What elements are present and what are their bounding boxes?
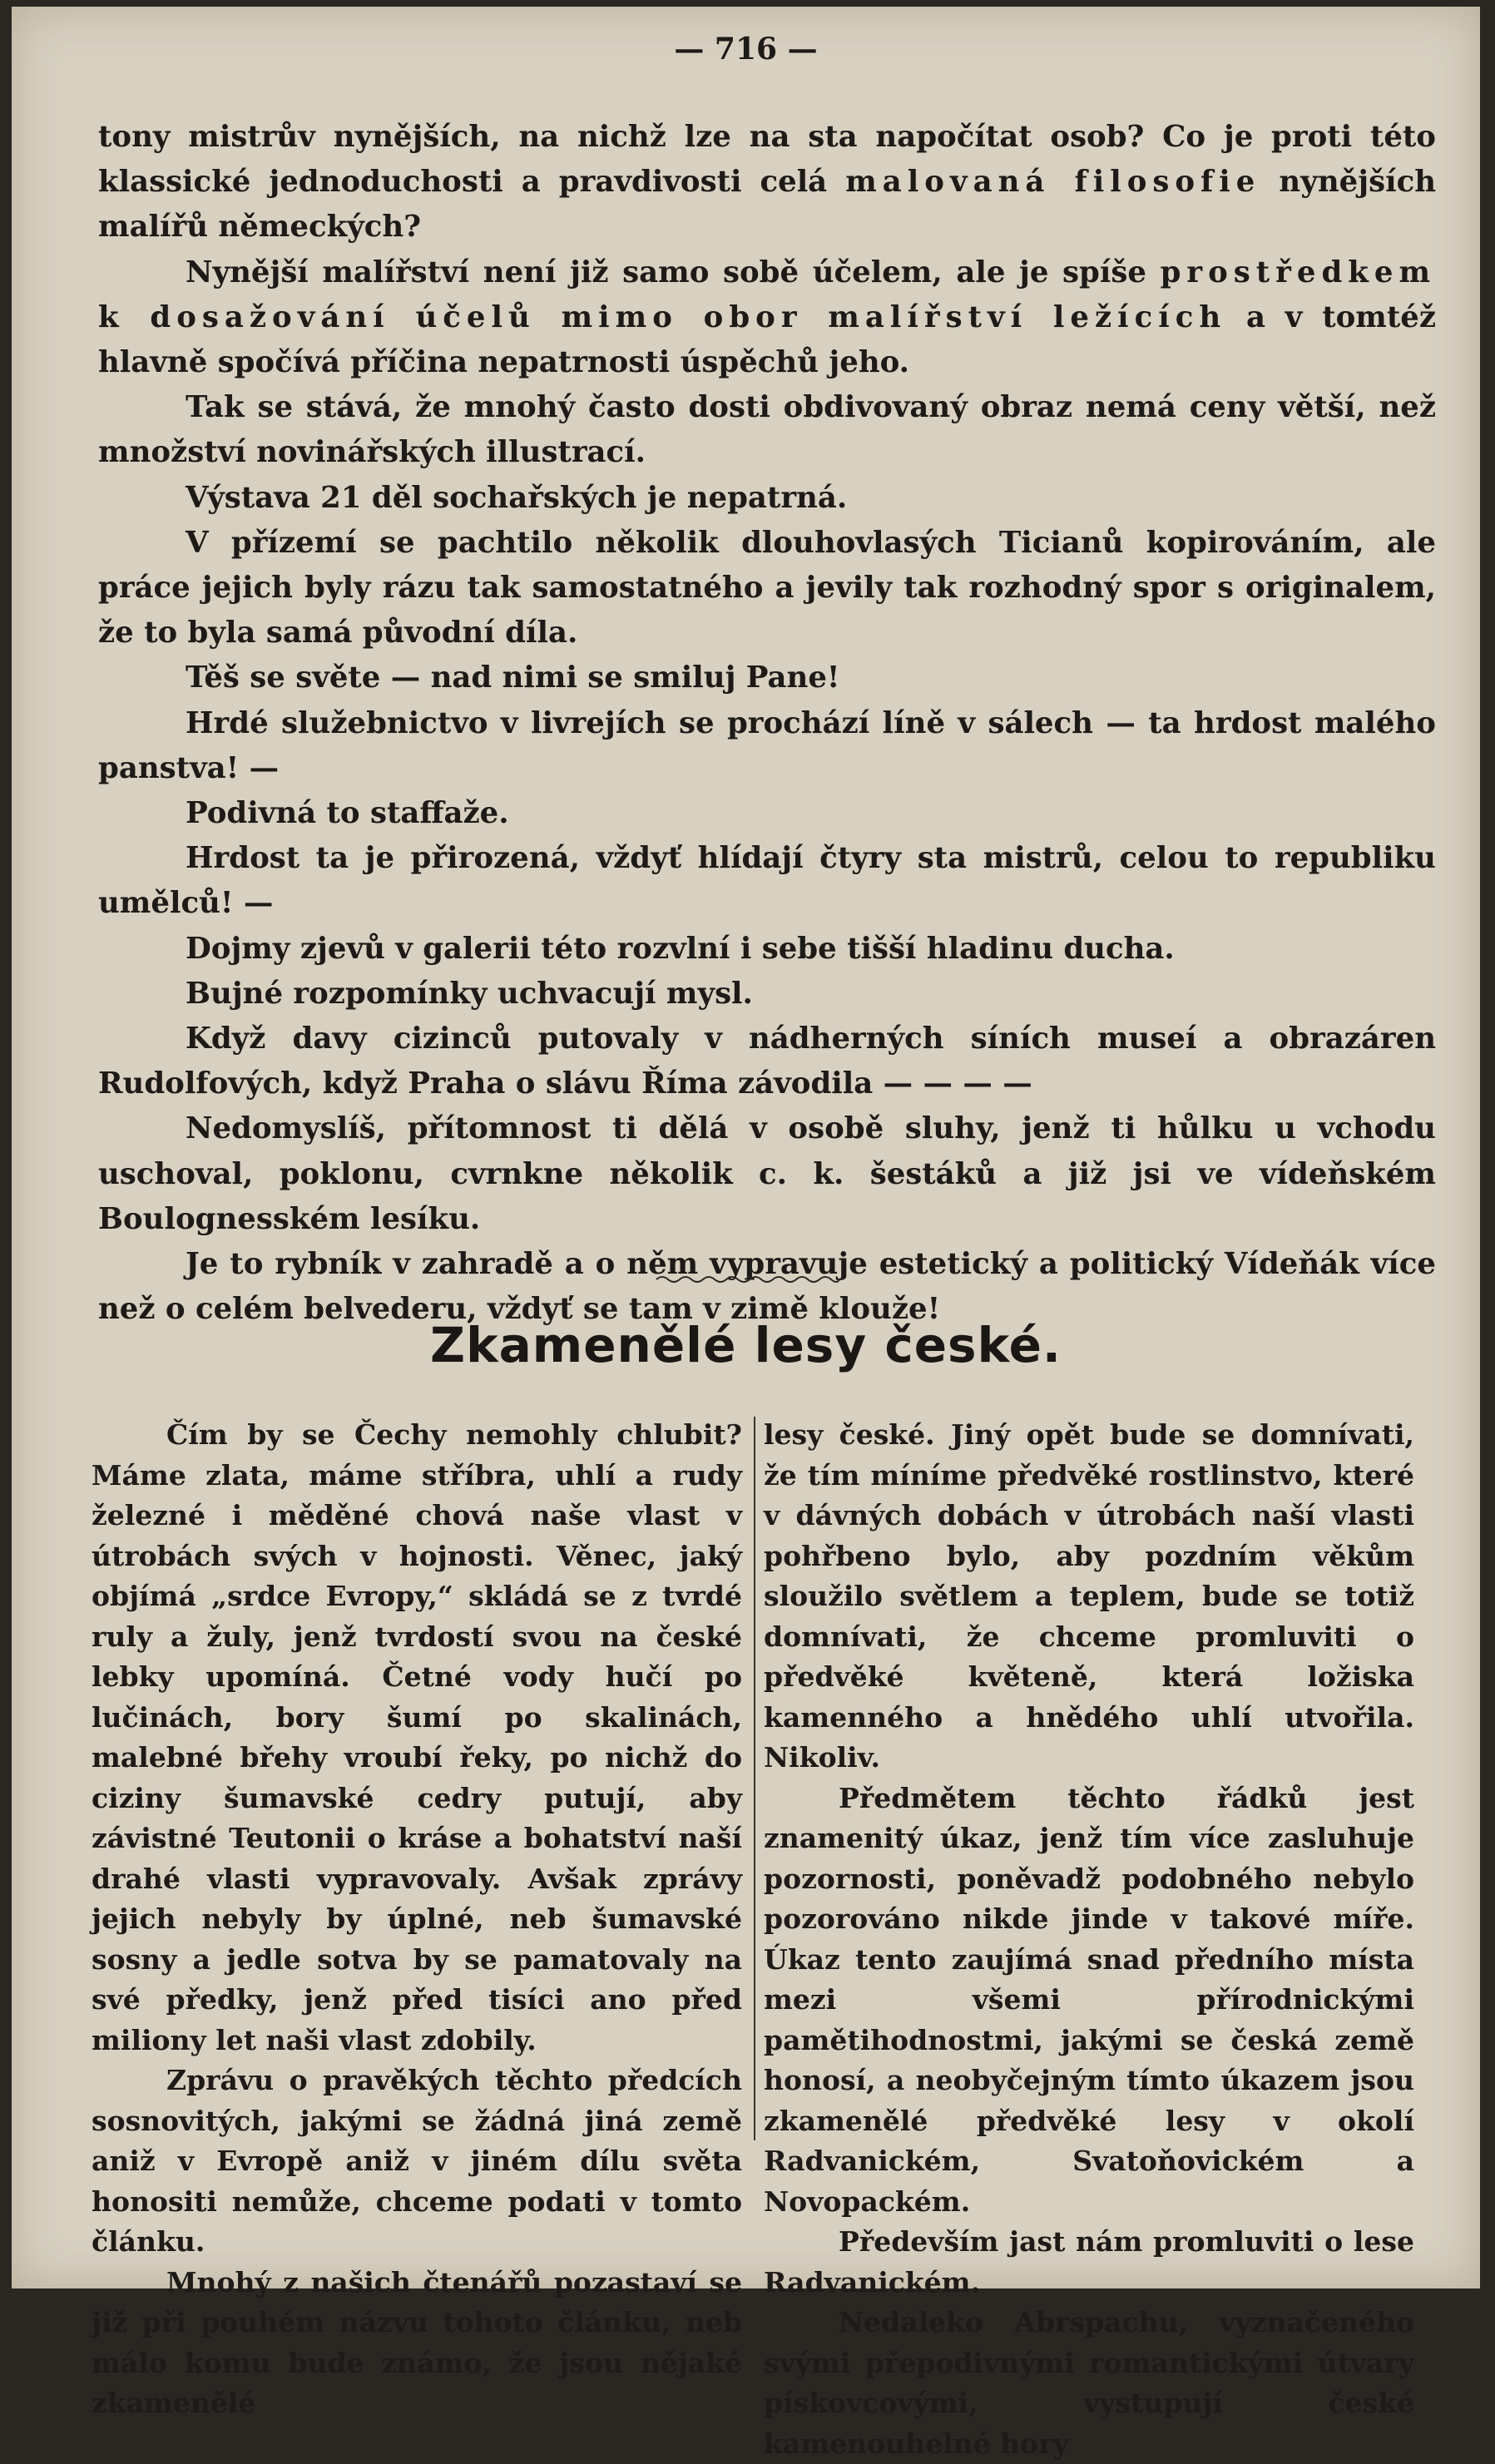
column-rule	[754, 1417, 755, 2140]
paragraph: lesy české. Jiný opět bude se domnívati, že tím míníme předvěké rostlinstvo, které v dávných dobách v útrobách naší vlasti pohřbeno bylo, aby pozdním věkům sloužilo světlem a teplem, bude se totiž domnívati, že chceme promluviti o předvěké květeně, která ložiska kamenného a hnědého uhlí utvořila. Nikoliv.	[764, 1418, 1414, 1774]
paragraph: Tak se stává, že mnohý často dosti obdivovaný obraz nemá ceny větší, než množství novinářských illustrací.	[98, 390, 1436, 470]
paragraph: Nedomyslíš, přítomnost ti dělá v osobě sluhy, jenž ti hůlku u vchodu uschoval, poklonu, cvrnkne několik c. k. šestáků a již jsi ve vídeňském Boulognesském lesíku.	[98, 1111, 1436, 1236]
text-run: a v tomtéž hlavně spočívá příčina nepatrnosti úspěchů jeho.	[98, 299, 1436, 380]
paragraph: Čím by se Čechy nemohly chlubit? Máme zlata, máme stříbra, uhlí a rudy železné i měděné chová naše vlast v útrobách svých v hojnosti. Věnec, jaký objímá „srdce Evropy,“ skládá se z tvrdé ruly a žuly, jenž tvrdostí svou na české lebky upomíná. Četné vody hučí po lučinách, bory šumí po skalinách, malebné břehy vroubí řeky, po nichž do ciziny šumavské cedry putují, aby závistné Teutonii o kráse a bohatství naší drahé vlasti vypravovaly. Avšak zprávy jejich nebyly by úplné, neb šumavské sosny a jedle sotva by se pamatovaly na své předky, jenž před tisíci ano před miliony let naši vlast zdobily.	[92, 1418, 742, 2056]
paragraph: Především jast nám promluviti o lese Radvanickém.	[764, 2225, 1414, 2298]
spaced-emphasis: prostředkem k dosažování účelů mimo obor malířství ležících	[98, 255, 1437, 334]
paragraph: Podivná to staffaže.	[186, 796, 509, 831]
paragraph: Výstava 21 děl sochařských je nepatrná.	[186, 480, 848, 515]
paragraph: Těš se světe — nad nimi se smiluj Pane!	[186, 661, 840, 695]
book-page	[12, 7, 1480, 2460]
paragraph: Hrdé služebnictvo v livrejích se prochází líně v sálech — ta hrdost malého panstva! —	[98, 705, 1436, 785]
paragraph	[98, 115, 1436, 250]
article-column-left	[92, 1415, 742, 2424]
page-number: — 716 —	[674, 32, 818, 67]
essay-continuation	[98, 115, 1436, 1332]
paragraph: Když davy cizinců putovaly v nádherných síních museí a obrazáren Rudolfových, když Praha o slávu Říma závodila — — — —	[98, 1022, 1436, 1101]
spaced-emphasis: malovaná filosofie	[845, 165, 1261, 200]
article-title: Zkamenělé lesy české.	[430, 1317, 1062, 1373]
paragraph: Nedaleko Abrspachu, vyznačeného svými přepodivnými romantickými útvary pískovcovými, vystupují české kamenouhelné hory	[764, 2306, 1414, 2460]
paragraph: Bujné rozpomínky uchvacují mysl.	[186, 976, 753, 1011]
text-run: nynějších malířů německých?	[98, 165, 1436, 245]
paragraph: Hrdost ta je přirozená, vždyť hlídají čtyry sta mistrů, celou to republiku umělců! —	[98, 841, 1436, 921]
paragraph: Mnohý z našich čtenářů pozastaví se již při pouhém názvu tohoto článku, neb málo komu bude známo, že jsou nějaké zkamenělé	[92, 2265, 742, 2419]
paragraph: V přízemí se pachtilo několik dlouhovlasých Ticianů kopirováním, ale práce jejich byly rázu tak samostatného a jevily tak rozhodný spor s originalem, že to byla samá původní díla.	[98, 525, 1436, 651]
article-column-right	[764, 1415, 1414, 2464]
paragraph: Zprávu o pravěkých těchto předcích sosnovitých, jakými se žádná jiná země aniž v Evropě aniž v jiném dílu světa honositi nemůže, chceme podati v tomto článku.	[92, 2064, 742, 2258]
paragraph	[98, 250, 1436, 386]
paragraph: Dojmy zjevů v galerii této rozvlní i sebe tišší hladinu ducha.	[186, 931, 1175, 966]
ornamental-divider	[652, 1271, 844, 1288]
text-run: tony mistrův nynějších, na nichž lze na sta napočítat osob? Co je proti této klassické jednoduchosti a pravdivosti celá	[98, 120, 1436, 200]
paragraph: Je to rybník v zahradě a o něm vypravuje estetický a politický Vídeňák více než o celém belvederu, vždyť se tam v zimě klouže!	[98, 1247, 1436, 1327]
text-run: Nynější malířství není již samo sobě účelem, ale je spíše	[186, 255, 1146, 289]
paragraph: Předmětem těchto řádků jest znamenitý úkaz, jenž tím více zasluhuje pozornosti, poněvadž podobného nebylo pozorováno nikde jinde v takové míře. Úkaz tento zaujímá snad předního místa mezi všemi přírodnickými pamětihodnostmi, jakými se česká země honosí, a neobyčejným tímto úkazem jsou zkamenělé předvěké lesy v okolí Radvanickém, Svatoňovickém a Novopackém.	[764, 1781, 1414, 2218]
